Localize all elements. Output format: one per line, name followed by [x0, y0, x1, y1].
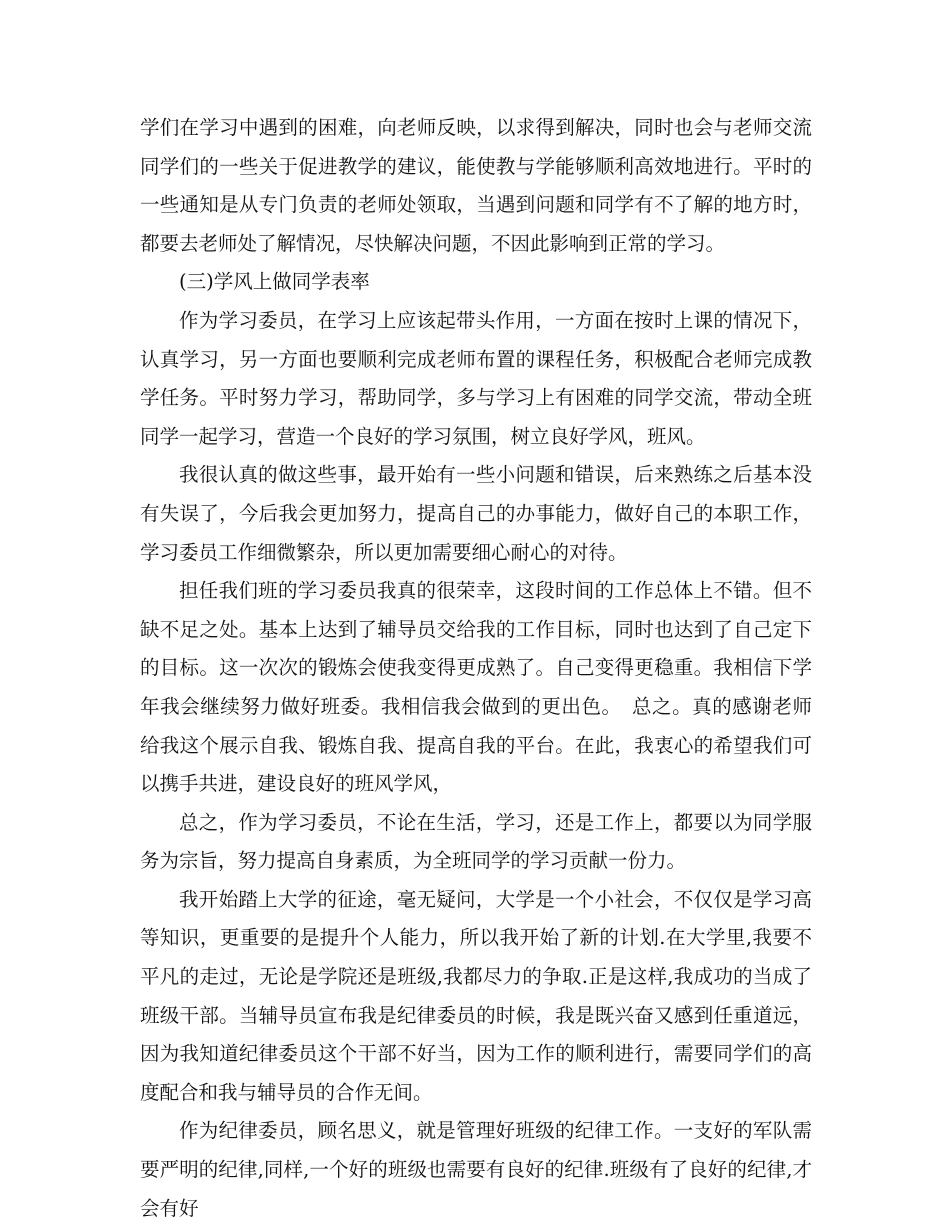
paragraph: 作为学习委员，在学习上应该起带头作用，一方面在按时上课的情况下，认真学习，另一方面也要顺利完成老师布置的课程任务，积极配合老师完成教学任务。平时努力学习，帮助同学，多与学习上有困难的同学交流，带动全班同学一起学习，营造一个良好的学习氛围，树立良好学风，班风。 — [140, 308, 812, 448]
paragraph: 作为纪律委员，顾名思义，就是管理好班级的纪律工作。一支好的军队需要严明的纪律,同样,一个好的班级也需要有良好的纪律.班级有了良好的纪律,才会有好 — [140, 1119, 812, 1220]
section-heading: (三)学风上做同学表率 — [179, 270, 370, 294]
paragraph: 我开始踏上大学的征途，毫无疑问，大学是一个小社会，不仅仅是学习高等知识，更重要的是提升个人能力，所以我开始了新的计划.在大学里,我要不平凡的走过，无论是学院还是班级,我都尽力的争取.正是这样,我成功的当成了班级干部。当辅导员宣布我是纪律委员的时候，我是既兴奋又感到任重道远，因为我知道纪律委员这个干部不好当，因为工作的顺利进行，需要同学们的高度配合和我与辅导员的合作无间。 — [140, 887, 812, 1104]
paragraph-continuation: 学们在学习中遇到的困难，向老师反映，以求得到解决，同时也会与老师交流同学们的一些关于促进教学的建议，能使教与学能够顺利高效地进行。平时的一些通知是从专门负责的老师处领取，当遇到问题和同学有不了解的地方时，都要去老师处了解情况，尽快解决问题，不因此影响到正常的学习。 — [140, 116, 812, 255]
paragraph: 担任我们班的学习委员我真的很荣幸，这段时间的工作总体上不错。但不缺不足之处。基本上达到了辅导员交给我的工作目标，同时也达到了自己定下的目标。这一次次的锻炼会使我变得更成熟了。自己变得更稳重。我相信下学年我会继续努力做好班委。我相信我会做到的更出色。 总之。真的感谢老师给我这个展示自我、锻炼自我、提高自我的平台。在此，我衷心的希望我们可以携手共进，建设良好的班风学风， — [140, 579, 812, 796]
document-body — [140, 109, 812, 1228]
paragraph: 总之，作为学习委员，不论在生活，学习，还是工作上，都要以为同学服务为宗旨，努力提高自身素质，为全班同学的学习贡献一份力。 — [140, 810, 812, 873]
paragraph: 我很认真的做这些事，最开始有一些小问题和错误，后来熟练之后基本没有失误了，今后我会更加努力，提高自己的办事能力，做好自己的本职工作，学习委员工作细微繁杂，所以更加需要细心耐心的对待。 — [140, 463, 812, 564]
